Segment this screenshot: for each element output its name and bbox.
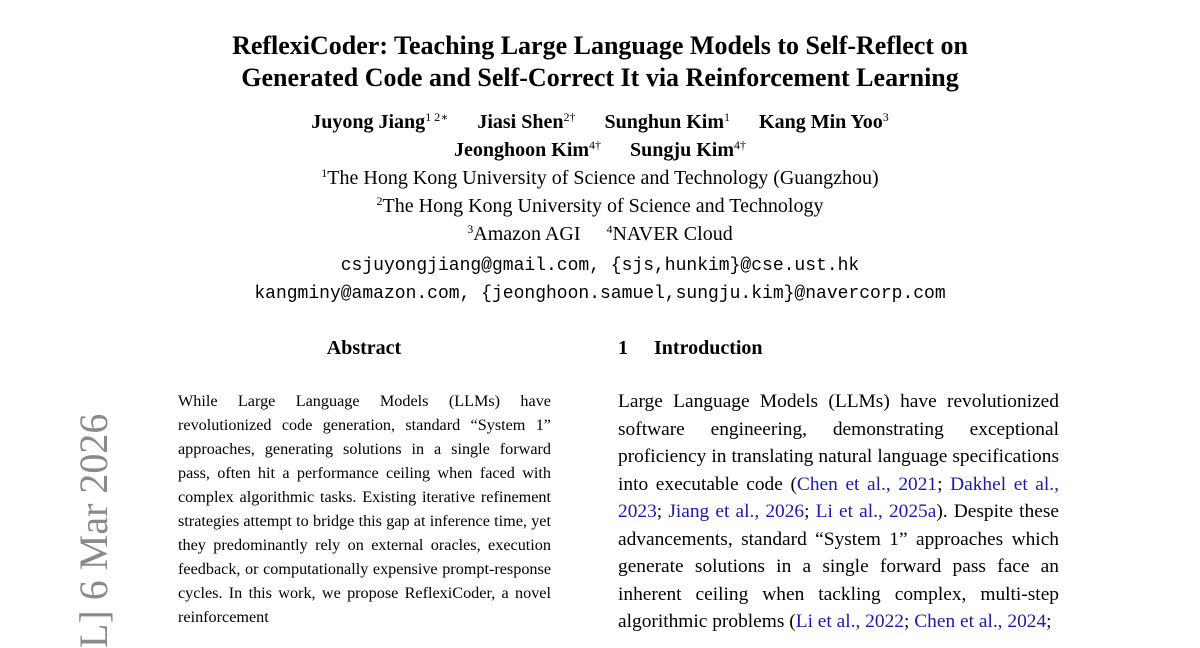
citation-link[interactable]: Dakhel et al., 2023	[618, 473, 1059, 522]
abstract-heading: Abstract	[326, 337, 402, 359]
affiliation: $^2$The Hong Kong University of Science and Technology	[376, 194, 824, 217]
citation-link[interactable]: Li et al., 2025a	[815, 501, 937, 522]
author-line-2	[150, 136, 1050, 164]
arxiv-stamp-text: L] 6 Mar 2026	[71, 413, 116, 648]
author: Sungju Kim$^{4\dagger}$	[630, 138, 746, 161]
author: Juyong Jiang$^{1 2∗}$	[311, 110, 449, 133]
section-number: 1	[618, 337, 628, 359]
title-line-2: Generated Code and Self-Correct It via Reinforcement Learning	[241, 63, 959, 92]
affiliation-list	[150, 164, 1050, 248]
arxiv-side-stamp	[28, 398, 116, 648]
introduction-heading	[618, 337, 1058, 360]
introduction-body: Large Language Models (LLMs) have revolutionized software engineering, demonstrating exceptional proficiency in translating natural language specifications into executable code (Chen et al., 2021; Dakhel et al., 2023; Jiang et al., 2026; Li et al., 2025a). Despite these advancements, standard “System 1” approaches which generate solutions in a single forward pass face an inherent ceiling when tackling complex, multi-step algorithmic problems (Li et al., 2022; Chen et al., 2024;	[618, 391, 1059, 632]
email-line-1: csjuyongjiang@gmail.com, {sjs,hunkim}@cse.ust.hk	[340, 256, 860, 276]
citation-link[interactable]: Li et al., 2022	[795, 611, 904, 632]
author: Jiasi Shen$^{2\dagger}$	[477, 110, 576, 133]
citation-link[interactable]: Chen et al., 2024	[914, 611, 1047, 632]
author-list	[150, 108, 1050, 164]
email-line-2: kangminy@amazon.com, {jeonghoon.samuel,sungju.kim}@navercorp.com	[254, 284, 946, 304]
citation-link[interactable]: Jiang et al., 2026	[668, 501, 805, 522]
author: Sunghun Kim$^1$	[604, 110, 731, 133]
affiliation: $^1$The Hong Kong University of Science and Technology (Guangzhou)	[321, 166, 879, 189]
author-line-1	[150, 108, 1050, 136]
author: Kang Min Yoo$^3$	[759, 110, 889, 133]
title-line-1: ReflexiCoder: Teaching Large Language Models to Self-Reflect on	[232, 31, 968, 60]
author: Jeonghoon Kim$^{4\dagger}$	[454, 138, 602, 161]
affiliation: $^3$Amazon AGI $^4$NAVER Cloud	[467, 222, 733, 245]
paper-title	[150, 30, 1050, 94]
abstract-body: While Large Language Models (LLMs) have revolutionized code generation, standard “System 1” approaches, generating solutions in a single forward pass, often hit a performance ceiling when faced with complex algorithmic tasks. Existing iterative refinement strategies attempt to bridge this gap at inference time, yet they predominantly rely on external oracles, execution feedback, or computationally expensive prompt-response cycles. In this work, we propose ReflexiCoder, a novel reinforcement	[178, 392, 551, 626]
section-title: Introduction	[654, 337, 763, 359]
citation-link[interactable]: Chen et al., 2021	[796, 473, 938, 495]
contact-emails	[150, 252, 1050, 308]
